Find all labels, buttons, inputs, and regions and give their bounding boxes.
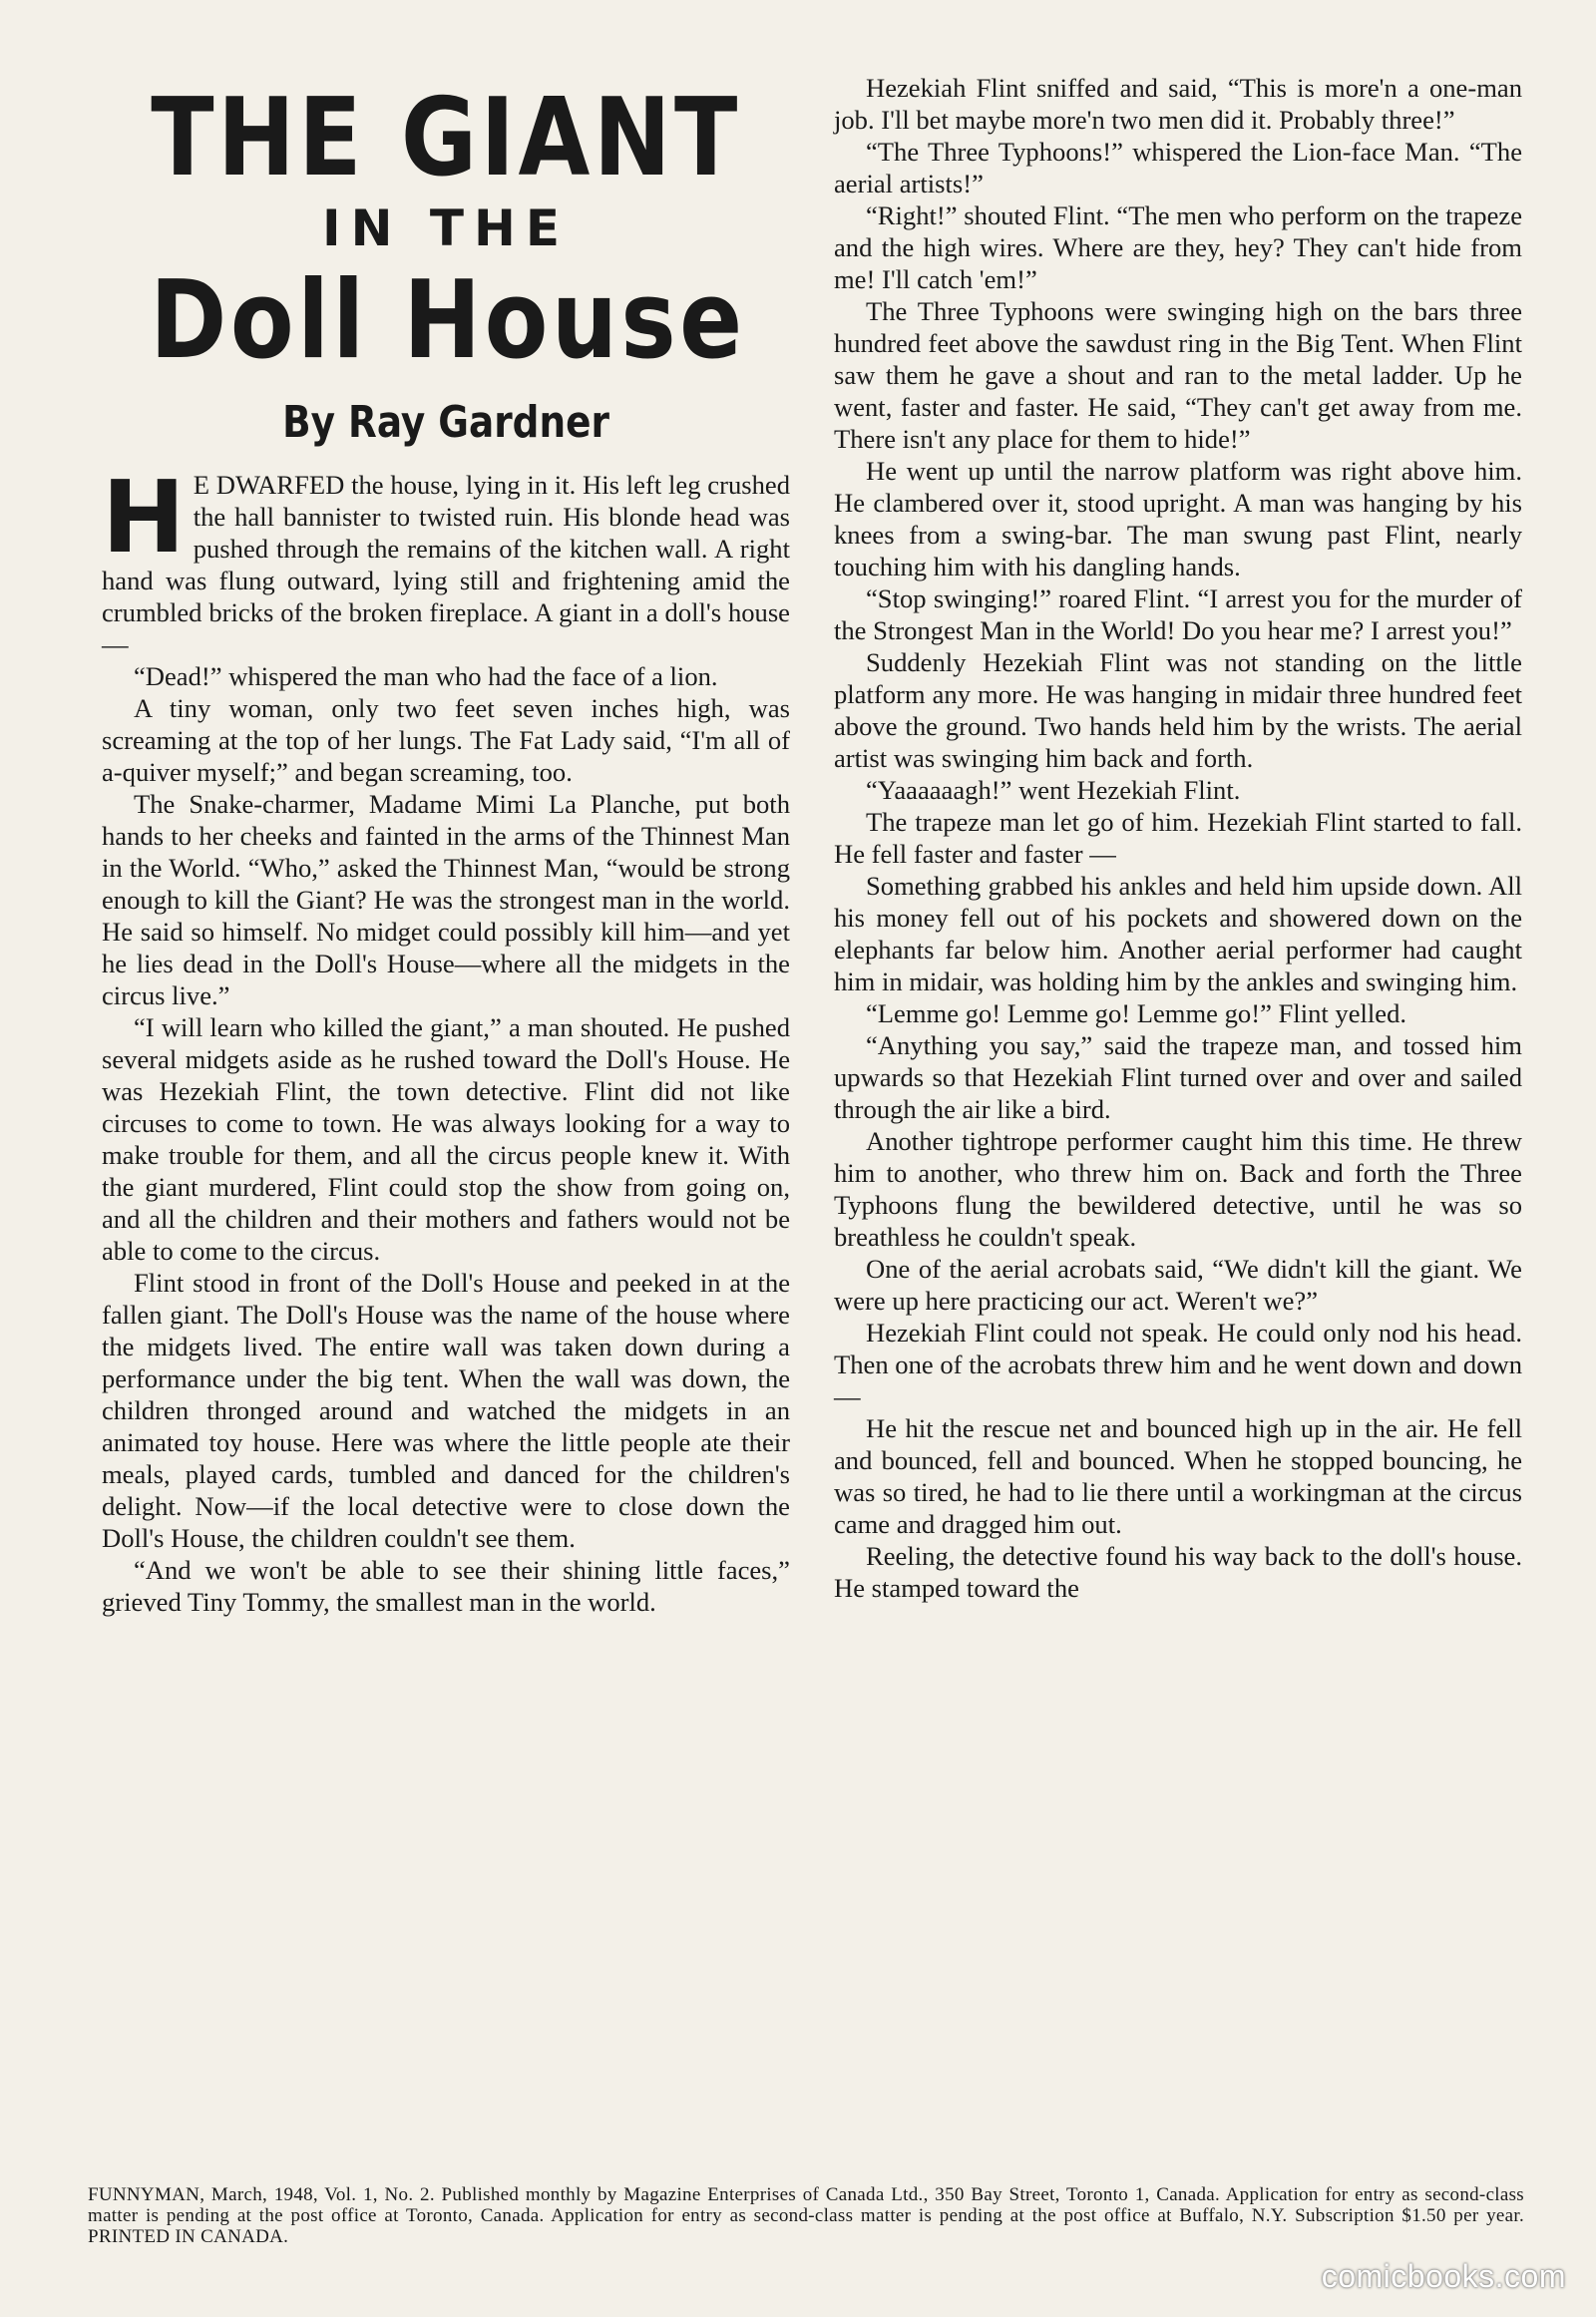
paragraph: Something grabbed his ankles and held him upside down. All his money fell out of his pockets and showered down on the elephants far below him. Another aerial performer had caught him in midair, was holding him by the ankles and swinging him.	[834, 871, 1522, 996]
paragraph: Hezekiah Flint sniffed and said, “This is more'n a one-man job. I'll bet maybe more'n two men did it. Probably three!”	[834, 73, 1522, 135]
publication-footer: FUNNYMAN, March, 1948, Vol. 1, No. 2. Published monthly by Magazine Enterprises of Canada Ltd., 350 Bay Street, Toronto 1, Canada. Application for entry as second-class matter is pending at the post office at Toronto, Canada. Application for entry as second-class matter is pending at the post office at Buffalo, N.Y. Subscription $1.50 per year. PRINTED IN CANADA.	[88, 2184, 1524, 2247]
paragraph: “I will learn who killed the giant,” a man shouted. He pushed several midgets aside as he rushed toward the Doll's House. He was Hezekiah Flint, the town detective. Flint did not like circuses to come to town. He was always looking for a way to make trouble for them, and all the circus people knew it. With the giant murdered, Flint could stop the show from going on, and all the children and their mothers and fathers would not be able to come to the circus.	[102, 1012, 790, 1266]
title-line-2: IN THE	[322, 199, 570, 257]
paragraph: He hit the rescue net and bounced high up in the air. He fell and bounced, fell and bounced. When he stopped bouncing, he was so tired, he had to lie there until a workingman at the circus came and dragged him out.	[834, 1413, 1522, 1539]
paragraph: Another tightrope performer caught him this time. He threw him to another, who threw him on. Back and forth the Three Typhoons flung the bewildered detective, until he was so breathless he couldn't speak.	[834, 1126, 1522, 1252]
paragraph: “Stop swinging!” roared Flint. “I arrest you for the murder of the Strongest Man in the World! Do you hear me? I arrest you!”	[834, 583, 1522, 645]
paragraph: One of the aerial acrobats said, “We didn't kill the giant. We were up here practicing our act. Weren't we?”	[834, 1254, 1522, 1316]
paragraph: “Anything you say,” said the trapeze man, and tossed him upwards so that Hezekiah Flint turned over and over and sailed through the air like a bird.	[834, 1030, 1522, 1124]
drop-cap: H	[102, 459, 186, 576]
paragraph: The trapeze man let go of him. Hezekiah Flint started to fall. He fell faster and faster —	[834, 807, 1522, 869]
paragraph: “And we won't be able to see their shining little faces,” grieved Tiny Tommy, the smallest man in the world.	[102, 1555, 790, 1617]
right-column	[834, 72, 1522, 1604]
byline: By Ray Gardner	[282, 397, 609, 448]
paragraph-text: E DWARFED the house, lying in it. His left leg crushed the hall bannister to twisted ruin. His blonde head was pushed through the remains of the kitchen wall. A right hand was flung outward, lying still and frightening amid the crumbled bricks of the broken fireplace. A giant in a doll's house —	[102, 470, 790, 659]
paragraph: “The Three Typhoons!” whispered the Lion-face Man. “The aerial artists!”	[834, 137, 1522, 198]
paragraph	[102, 459, 790, 660]
paragraph: Flint stood in front of the Doll's House and peeked in at the fallen giant. The Doll's House was the name of the house where the midgets lived. The entire wall was taken down during a performance under the big tent. When the wall was down, the children thronged around and watched the midgets in an animated toy house. Here was where the little people ate their meals, played cards, tumbled and danced for the children's delight. Now—if the local detective were to close down the Doll's House, the children couldn't see them.	[102, 1268, 790, 1553]
paragraph: “Dead!” whispered the man who had the face of a lion.	[134, 661, 718, 691]
paragraph: The Three Typhoons were swinging high on the bars three hundred feet above the sawdust ring in the Big Tent. When Flint saw them he gave a shout and ran to the metal ladder. Up he went, faster and faster. He said, “They can't get away from me. There isn't any place for them to hide!”	[834, 296, 1522, 454]
paragraph: He went up until the narrow platform was right above him. He clambered over it, stood upright. A man was hanging by his knees from a swing-bar. The man swung past Flint, nearly touching him with his dangling hands.	[834, 456, 1522, 581]
paragraph: “Right!” shouted Flint. “The men who perform on the trapeze and the high wires. Where are they, hey? They can't hide from me! I'll catch 'em!”	[834, 200, 1522, 294]
title-line-1: THE GIANT	[151, 76, 741, 200]
paragraph: The Snake-charmer, Madame Mimi La Planche, put both hands to her cheeks and fainted in the arms of the Thinnest Man in the World. “Who,” asked the Thinnest Man, “would be strong enough to kill the Giant? He was the strongest man in the world. He said so himself. No midget could possibly kill him—and yet he lies dead in the Doll's House—where all the midgets in the circus live.”	[102, 789, 790, 1010]
paragraph: “Lemme go! Lemme go! Lemme go!” Flint yelled.	[866, 998, 1407, 1028]
watermark: comicbooks.com	[1321, 2258, 1566, 2294]
title-line-3: Doll House	[150, 258, 746, 383]
paragraph: Suddenly Hezekiah Flint was not standing on the little platform any more. He was hanging in midair three hundred feet above the ground. Two hands held him by the wrists. The aerial artist was swinging him back and forth.	[834, 647, 1522, 773]
paragraph: Hezekiah Flint could not speak. He could only nod his head. Then one of the acrobats threw him and he went down and down —	[834, 1318, 1522, 1411]
paragraph: Reeling, the detective found his way back to the doll's house. He stamped toward the	[834, 1541, 1522, 1603]
title-block	[102, 76, 790, 463]
paragraph: A tiny woman, only two feet seven inches high, was screaming at the top of her lungs. The Fat Lady said, “I'm all of a-quiver myself;” and began screaming, too.	[102, 693, 790, 787]
paragraph: “Yaaaaaagh!” went Hezekiah Flint.	[866, 775, 1241, 805]
left-column	[102, 76, 790, 1618]
